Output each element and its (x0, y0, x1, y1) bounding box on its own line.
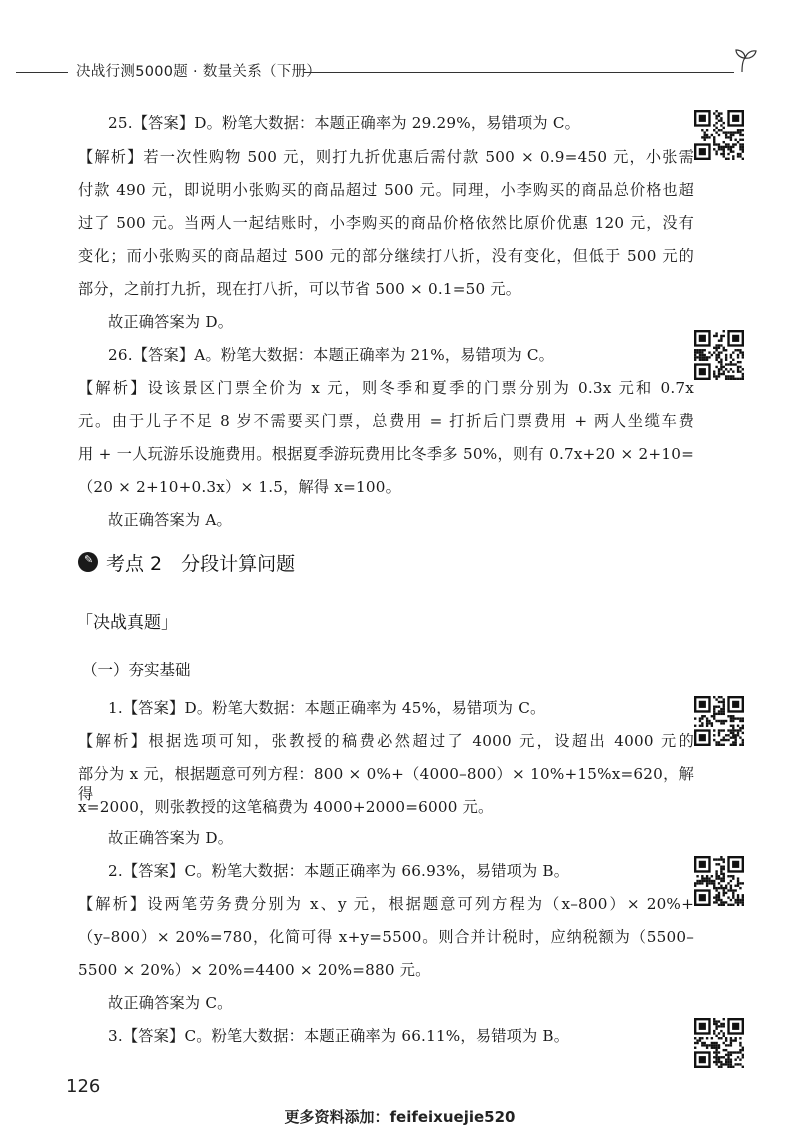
q2-analysis-line-1: 【解析】设两笔劳务费分别为 x、y 元，根据题意可列方程为（x–800）× 20%+ (78, 895, 694, 913)
sprout-icon (730, 44, 760, 74)
q2-analysis-line-3: 5500 × 20%）× 20%=4400 × 20%=880 元。 (78, 961, 431, 979)
q2-answer: 2.【答案】C。粉笔大数据：本题正确率为 66.93%，易错项为 B。 (108, 862, 570, 880)
pencil-circle-icon: ✎ (78, 552, 98, 572)
q1-conclusion: 故正确答案为 D。 (108, 829, 234, 847)
q25-analysis-line-2: 付款 490 元，即说明小张购买的商品超过 500 元。同理，小李购买的商品总价格也超 (78, 181, 694, 199)
qr-code-icon[interactable] (694, 1018, 744, 1068)
qr-code-icon[interactable] (694, 330, 744, 380)
zhenti-heading: 「决战真题」 (76, 613, 178, 633)
running-header (0, 58, 800, 88)
q1-answer: 1.【答案】D。粉笔大数据：本题正确率为 45%，易错项为 C。 (108, 699, 546, 717)
q25-answer: 25.【答案】D。粉笔大数据：本题正确率为 29.29%，易错项为 C。 (108, 114, 581, 132)
page-number: 126 (66, 1076, 101, 1097)
subsection-heading: （一）夯实基础 (82, 661, 191, 679)
q26-analysis-line-1: 【解析】设该景区门票全价为 x 元，则冬季和夏季的门票分别为 0.3x 元和 0.7x (78, 379, 694, 397)
q26-conclusion: 故正确答案为 A。 (108, 511, 232, 529)
q25-analysis-line-4: 变化；而小张购买的商品超过 500 元的部分继续打八折，没有变化，但低于 500 元的 (78, 247, 694, 265)
q26-answer: 26.【答案】A。粉笔大数据：本题正确率为 21%，易错项为 C。 (108, 346, 555, 364)
q26-analysis-line-2: 元。由于儿子不足 8 岁不需要买门票，总费用 = 打折后门票费用 + 两人坐缆车费 (78, 412, 694, 430)
book-title: 决战行测5000题 · 数量关系（下册） (76, 64, 322, 80)
q26-analysis-line-4: （20 × 2+10+0.3x）× 1.5，解得 x=100。 (78, 478, 402, 496)
q25-analysis-line-1: 【解析】若一次性购物 500 元，则打九折优惠后需付款 500 × 0.9=450 元，小张需 (78, 148, 694, 166)
q1-analysis-line-3: x=2000，则张教授的这笔稿费为 4000+2000=6000 元。 (78, 798, 494, 816)
q25-conclusion: 故正确答案为 D。 (108, 313, 234, 331)
q25-analysis-line-3: 过了 500 元。当两人一起结账时，小李购买的商品价格依然比原价优惠 120 元，没有 (78, 214, 694, 232)
q2-conclusion: 故正确答案为 C。 (108, 994, 233, 1012)
qr-code-icon[interactable] (694, 110, 744, 160)
header-rule-right (304, 72, 734, 73)
kaodian-title: 考点 2 分段计算问题 (106, 553, 296, 575)
q1-analysis-line-2: 部分为 x 元，根据题意可列方程：800 × 0%+（4000–800）× 10%+15%x=620，解得 (78, 765, 694, 803)
header-rule-left (16, 72, 68, 73)
footer-watermark: 更多资料添加：feifeixuejie520 (284, 1108, 516, 1126)
q1-analysis-line-1: 【解析】根据选项可知，张教授的稿费必然超过了 4000 元，设超出 4000 元的 (78, 732, 694, 750)
qr-code-icon[interactable] (694, 696, 744, 746)
qr-code-icon[interactable] (694, 856, 744, 906)
q26-analysis-line-3: 用 + 一人玩游乐设施费用。根据夏季游玩费用比冬季多 50%，则有 0.7x+20 × 2+10= (78, 445, 694, 463)
q2-analysis-line-2: （y–800）× 20%=780，化简可得 x+y=5500。则合并计税时，应纳税额为（5500– (78, 928, 694, 946)
q25-analysis-line-5: 部分，之前打九折，现在打八折，可以节省 500 × 0.1=50 元。 (78, 280, 522, 298)
q3-answer: 3.【答案】C。粉笔大数据：本题正确率为 66.11%，易错项为 B。 (108, 1027, 570, 1045)
